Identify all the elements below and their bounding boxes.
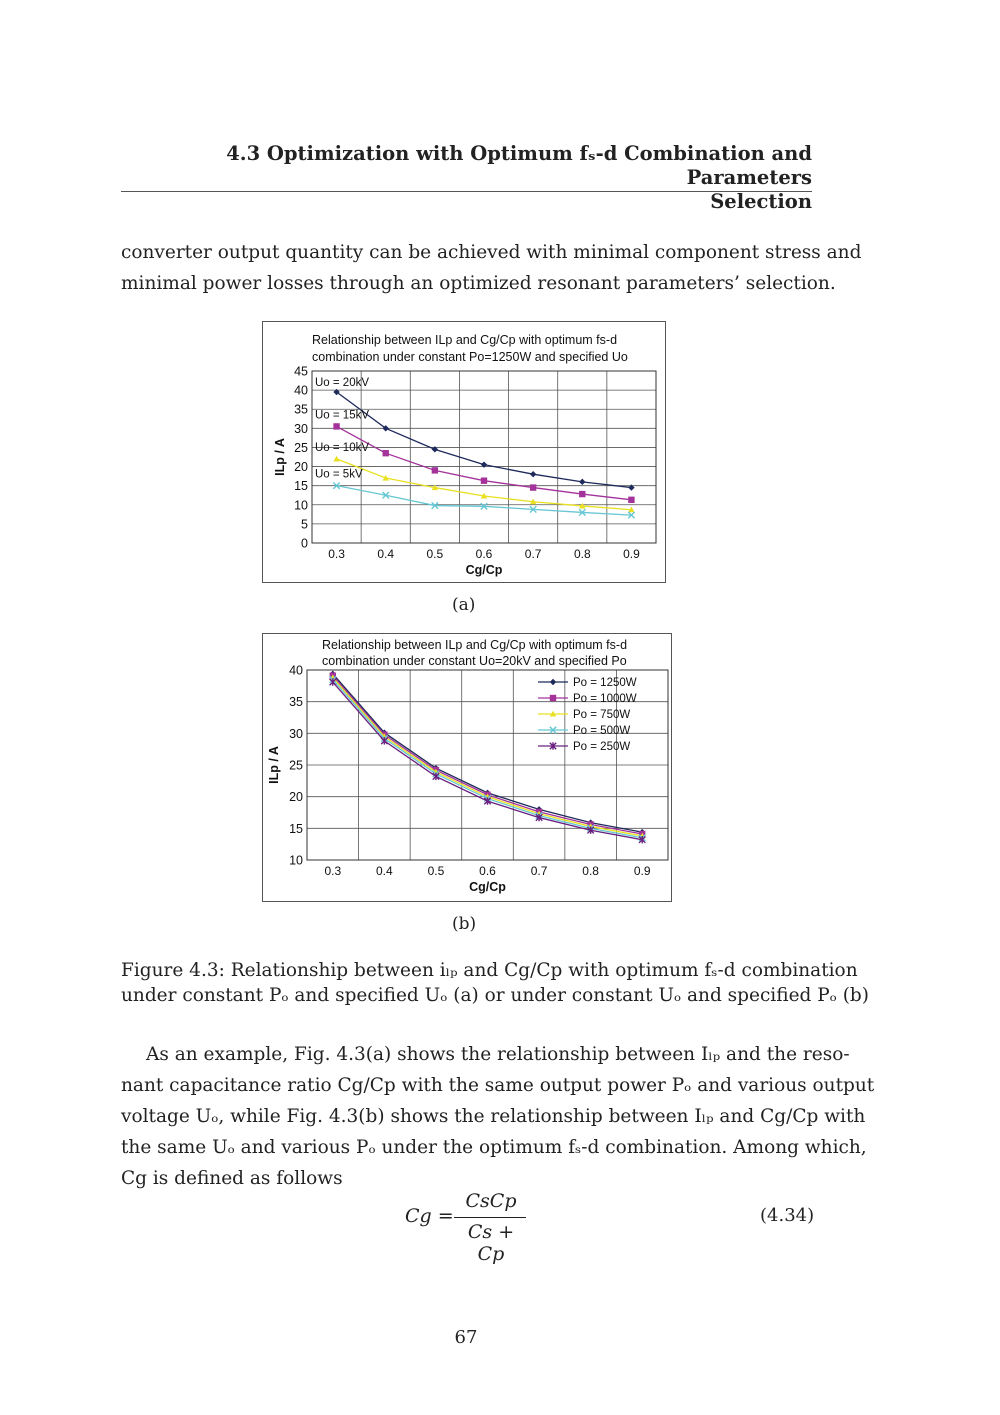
data-point <box>530 484 536 490</box>
equation-fraction-bar <box>454 1217 526 1218</box>
y-tick-label: 15 <box>289 821 303 836</box>
legend-label: Po = 500W <box>573 725 631 737</box>
equation-numerator: CsCp <box>465 1190 517 1212</box>
series-label: Uo = 15kV <box>315 409 370 422</box>
chart-title-line-1: Relationship between ILp and Cg/Cp with optimum fs-d <box>312 333 618 347</box>
caption-line-2: under constant Pₒ and specified Uₒ (a) or under constant Uₒ and specified Pₒ (b) <box>121 985 869 1006</box>
x-tick-label: 0.9 <box>633 864 651 878</box>
y-tick-label: 35 <box>289 695 303 710</box>
chart-title-line-2: combination under constant Po=1250W and specified Uo <box>312 350 628 364</box>
x-tick-label: 0.6 <box>475 547 493 561</box>
legend-label: Po = 250W <box>573 741 631 753</box>
x-tick-label: 0.6 <box>479 864 496 878</box>
header-line-1: 4.3 Optimization with Optimum fₛ-d Combination and Parameters <box>226 142 812 189</box>
x-tick-label: 0.3 <box>328 547 345 561</box>
intro-line-1: converter output quantity can be achieved with minimal component stress and <box>121 242 862 263</box>
body-line-5: Cg is defined as follows <box>121 1168 343 1189</box>
y-tick-label: 45 <box>294 364 308 379</box>
y-tick-label: 20 <box>294 460 308 475</box>
y-tick-label: 30 <box>289 726 303 741</box>
x-tick-label: 0.7 <box>524 547 542 561</box>
y-tick-label: 25 <box>294 440 308 455</box>
legend-label: Po = 1000W <box>573 693 637 705</box>
y-tick-label: 40 <box>294 383 308 398</box>
body-line-4: the same Uₒ and various Pₒ under the optimum fₛ-d combination. Among which, <box>121 1137 867 1158</box>
x-tick-label: 0.7 <box>530 864 548 878</box>
figure-b-label: (b) <box>452 914 477 934</box>
x-tick-label: 0.8 <box>582 864 599 878</box>
y-axis-label: ILp / A <box>273 438 287 476</box>
body-paragraph <box>121 1039 875 1194</box>
data-point <box>628 497 634 503</box>
x-tick-label: 0.5 <box>427 864 445 878</box>
series-label: Uo = 20kV <box>315 377 370 390</box>
data-point <box>432 467 438 473</box>
x-axis-label: Cg/Cp <box>465 563 503 577</box>
series-label: Uo = 10kV <box>315 441 370 454</box>
header-line-2: Selection <box>710 190 812 213</box>
y-tick-label: 5 <box>301 517 308 532</box>
equation-denominator: Cs + Cp <box>467 1221 515 1265</box>
data-point <box>333 423 339 429</box>
legend-label: Po = 750W <box>573 709 631 721</box>
y-tick-label: 40 <box>289 663 303 678</box>
intro-line-2: minimal power losses through an optimized resonant parameters’ selection. <box>121 273 836 294</box>
y-tick-label: 15 <box>294 479 308 494</box>
chart-frame <box>263 634 672 902</box>
figure-caption <box>121 958 869 1008</box>
chart-title-line-1: Relationship between ILp and Cg/Cp with optimum fs-d <box>322 638 628 652</box>
legend-label: Po = 1250W <box>573 677 637 689</box>
equation-4-34 <box>380 1186 580 1265</box>
y-tick-label: 35 <box>294 402 308 417</box>
y-tick-label: 0 <box>301 536 308 551</box>
data-point <box>579 491 585 497</box>
y-tick-label: 20 <box>289 790 303 805</box>
y-tick-label: 25 <box>289 758 303 773</box>
data-point <box>481 477 487 483</box>
x-tick-label: 0.9 <box>623 547 640 561</box>
y-axis-label: ILp / A <box>267 746 281 784</box>
series-label: Uo = 5kV <box>315 468 363 481</box>
header-rule <box>121 191 812 192</box>
legend-marker <box>550 695 556 701</box>
x-tick-label: 0.3 <box>324 864 342 878</box>
chart-a <box>262 321 666 583</box>
body-line-2: nant capacitance ratio Cg/Cp with the same output power Pₒ and various output <box>121 1075 875 1096</box>
caption-line-1: Figure 4.3: Relationship between iₗₚ and Cg/Cp with optimum fₛ-d combination <box>121 960 858 981</box>
y-tick-label: 10 <box>289 853 303 868</box>
equation-number: (4.34) <box>760 1205 815 1226</box>
x-tick-label: 0.4 <box>376 864 393 878</box>
running-header <box>121 142 812 214</box>
x-tick-label: 0.5 <box>426 547 444 561</box>
equation-lhs: Cg = <box>405 1205 454 1227</box>
data-point <box>383 450 389 456</box>
x-tick-label: 0.4 <box>377 547 395 561</box>
y-tick-label: 30 <box>294 421 308 436</box>
x-tick-label: 0.8 <box>573 547 591 561</box>
intro-paragraph <box>121 237 862 299</box>
x-axis-label: Cg/Cp <box>469 880 506 894</box>
body-line-3: voltage Uₒ, while Fig. 4.3(b) shows the relationship between Iₗₚ and Cg/Cp with <box>121 1106 866 1127</box>
figure-a-label: (a) <box>452 595 476 615</box>
body-line-1: As an example, Fig. 4.3(a) shows the relationship between Iₗₚ and the reso- <box>146 1044 850 1065</box>
y-tick-label: 10 <box>294 498 308 513</box>
chart-title-line-2: combination under constant Uo=20kV and specified Po <box>322 654 627 668</box>
page-number: 67 <box>454 1327 478 1348</box>
chart-b <box>262 633 672 902</box>
